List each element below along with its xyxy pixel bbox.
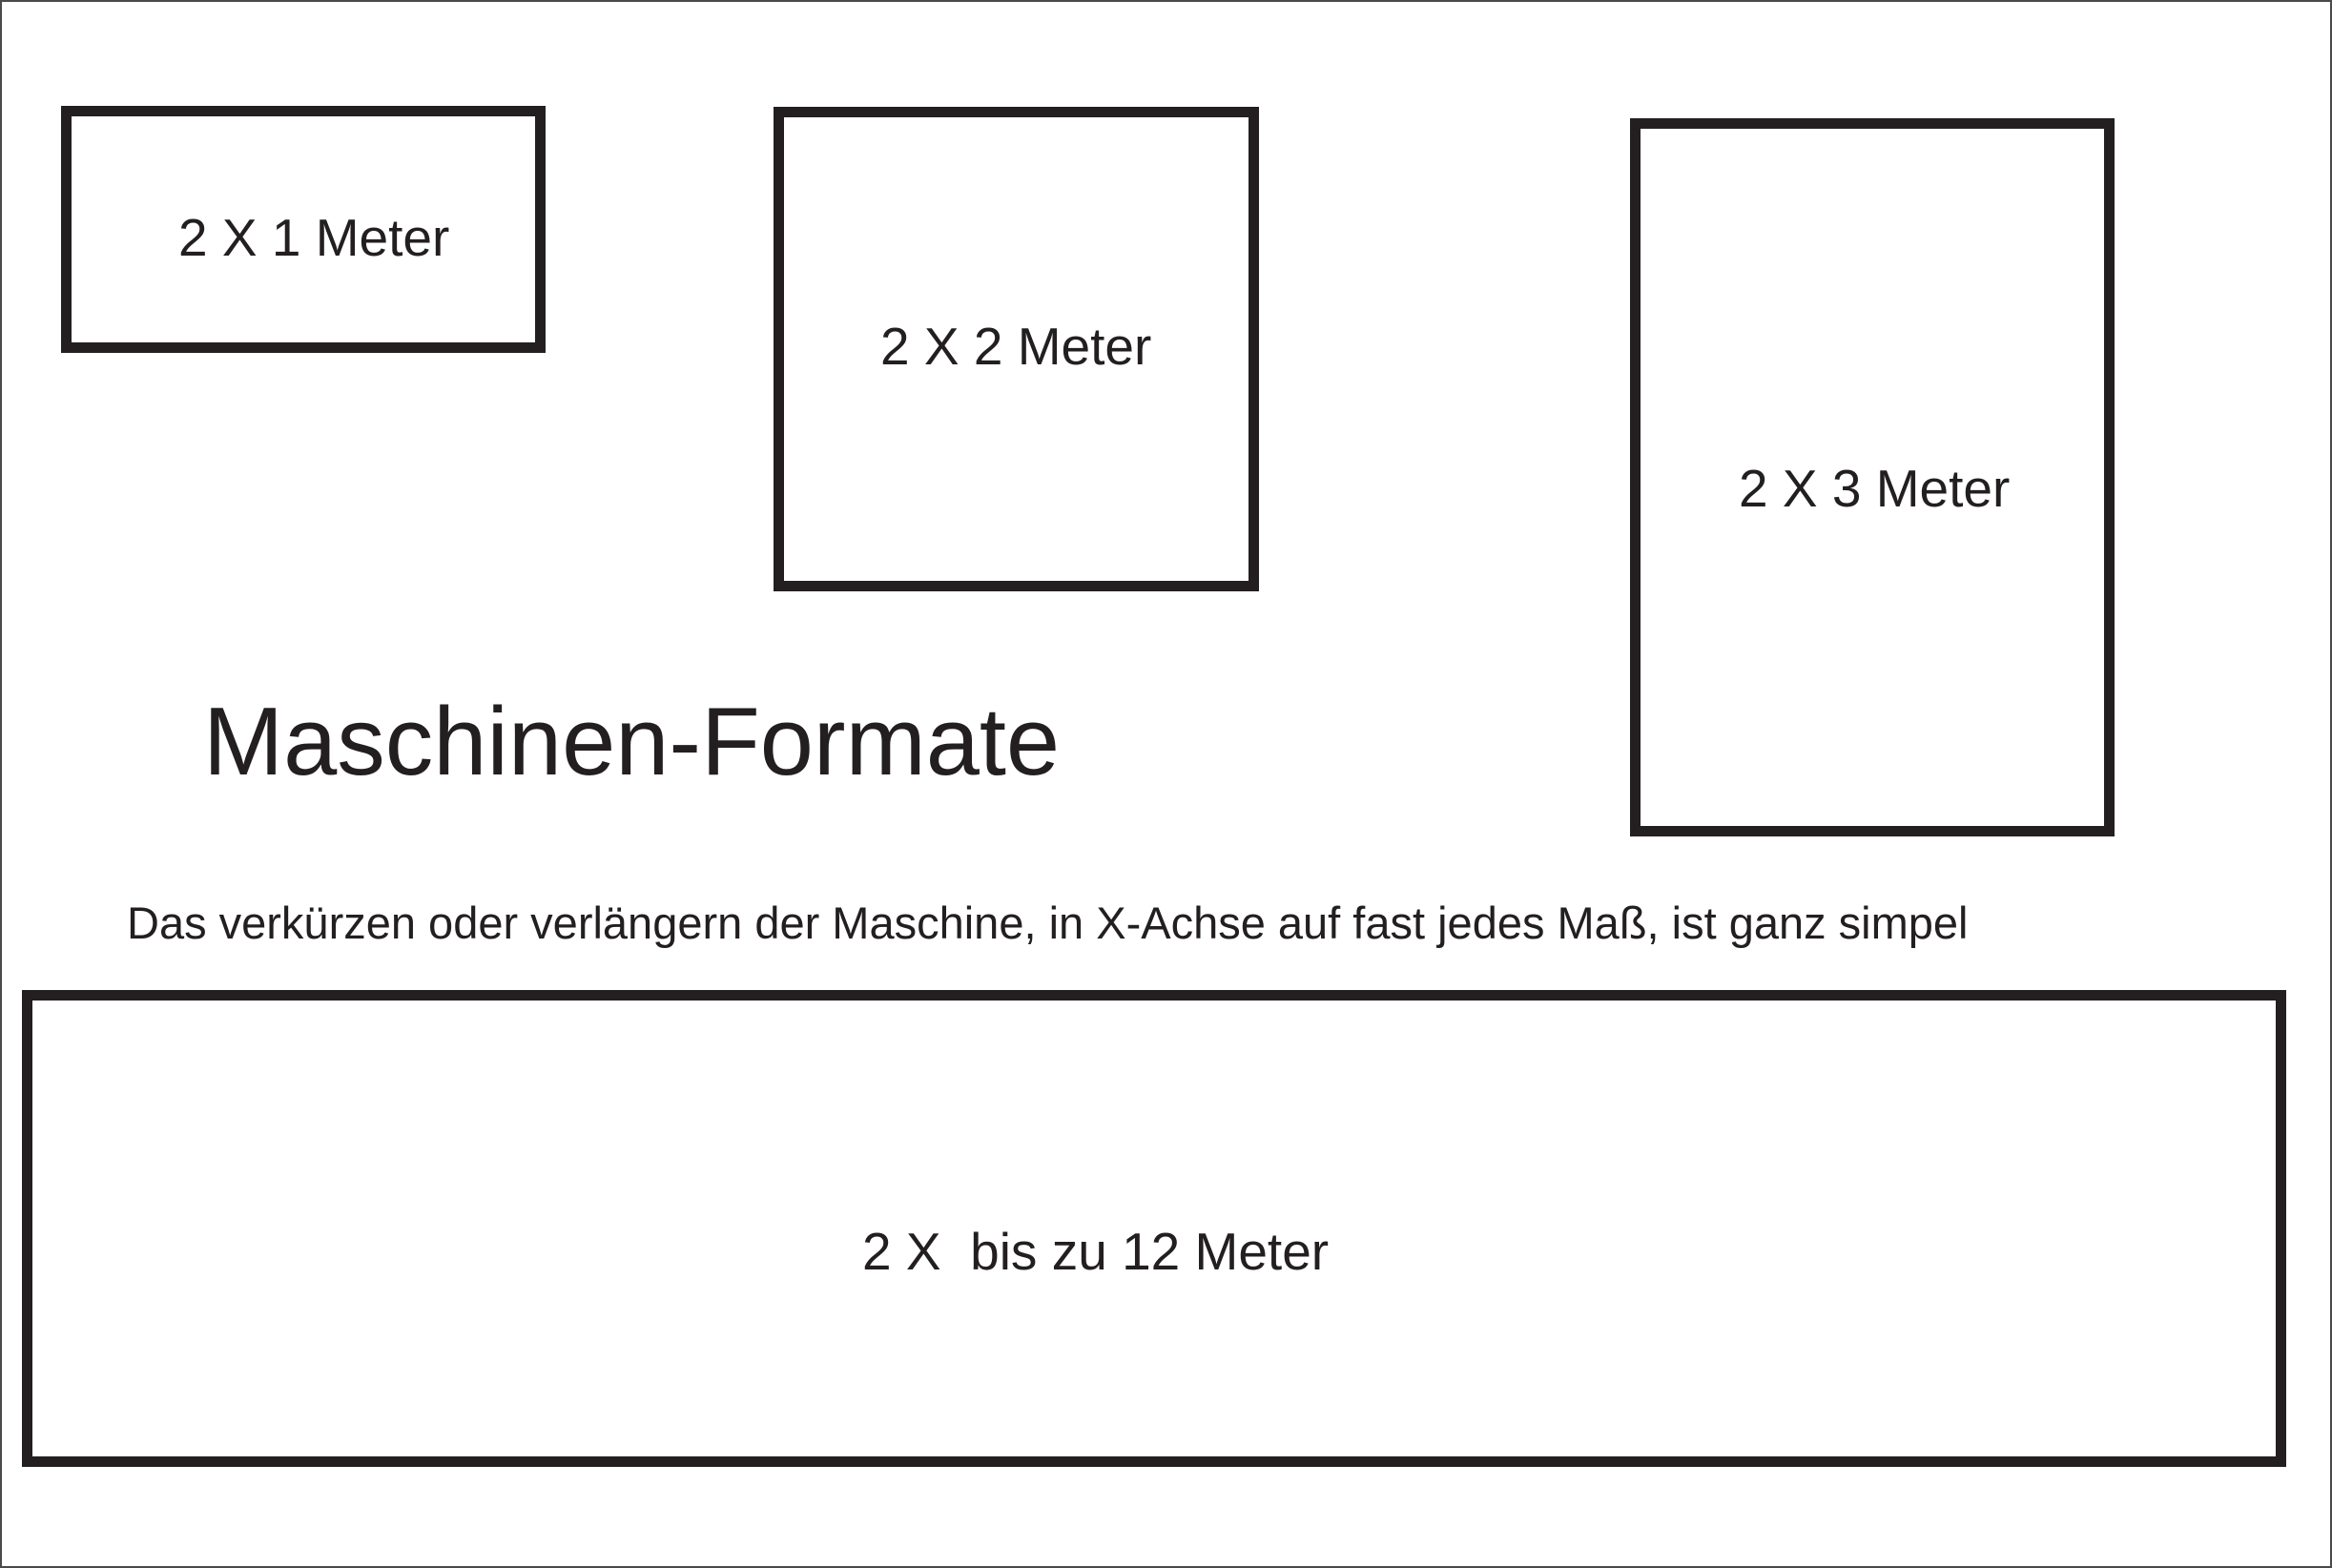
format-box-2x2 (774, 107, 1259, 591)
format-box-2x12 (22, 990, 2286, 1467)
format-label-2x3: 2 X 3 Meter (1739, 459, 2011, 518)
format-label-2x1: 2 X 1 Meter (178, 208, 450, 267)
description-note: Das verkürzen oder verlängern der Maschine, in X-Achse auf fast jedes Maß, ist ganz simpel (127, 897, 1969, 948)
format-label-2x2: 2 X 2 Meter (880, 317, 1152, 376)
diagram-title: Maschinen-Formate (203, 689, 1061, 795)
format-box-2x1 (61, 106, 546, 353)
format-label-2x12: 2 X bis zu 12 Meter (862, 1222, 1330, 1281)
format-box-2x3 (1630, 118, 2115, 836)
